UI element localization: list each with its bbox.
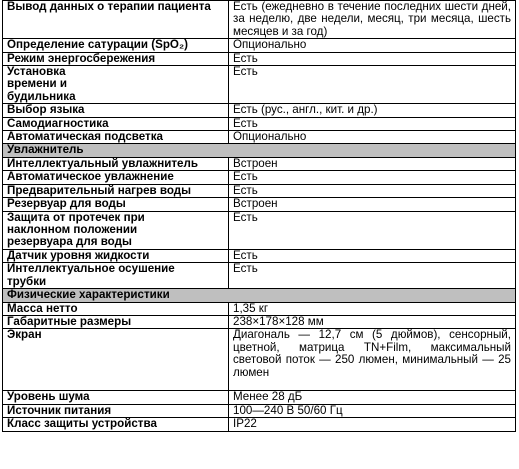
row-label: Уровень шума [3,391,229,404]
row-label: Резервуар для воды [3,198,229,211]
row-label: Экран [3,329,229,391]
row-value: Встроен [229,198,516,211]
row-label: Предварительный нагрев воды [3,184,229,197]
row-value: Есть [229,66,516,104]
table-row [3,263,516,289]
row-label: Интеллектуальное осушение трубки [3,263,229,289]
table-row [3,302,516,315]
row-value: IP22 [229,418,516,431]
row-label: Интеллектуальный увлажнитель [3,157,229,170]
table-row [3,249,516,262]
row-label: Самодиагностика [3,117,229,130]
row-value: Есть (ежедневно в течение последних шести дней, за неделю, две недели, месяц, три месяца, шесть месяцев и за год) [229,1,516,39]
row-value: 100—240 В 50/60 Гц [229,404,516,417]
row-label: Габаритные размеры [3,315,229,328]
table-row [3,184,516,197]
table-row [3,104,516,117]
table-row [3,1,516,39]
row-value: Опционально [229,131,516,144]
row-value: Есть [229,117,516,130]
row-label: Режим энергосбережения [3,52,229,65]
section-header-physical: Физические характеристики [3,289,516,302]
table-row [3,52,516,65]
row-label: Защита от протечек при наклонном положении резервуара для воды [3,211,229,249]
table-row [3,198,516,211]
row-label: Датчик уровня жидкости [3,249,229,262]
row-value: Есть [229,249,516,262]
row-label: Вывод данных о терапии пациента [3,1,229,39]
row-label: Автоматическая подсветка [3,131,229,144]
row-value: Есть [229,211,516,249]
row-value: Диагональ — 12,7 см (5 дюймов), сенсорный, цветной, матрица TN+Film, максимальный световой поток — 250 люмен, минимальный — 25 люмен [229,329,516,391]
table-row [3,39,516,52]
row-value: Есть [229,184,516,197]
table-row [3,391,516,404]
specifications-table [2,0,516,432]
row-value: Есть [229,52,516,65]
section-header-row [3,144,516,157]
row-value: Менее 28 дБ [229,391,516,404]
row-label: Определение сатурации (SpO₂) [3,39,229,52]
row-value: Есть (рус., англ., кит. и др.) [229,104,516,117]
table-row [3,329,516,391]
table-row [3,157,516,170]
row-value: Есть [229,171,516,184]
table-row [3,404,516,417]
row-label: Масса нетто [3,302,229,315]
table-row [3,131,516,144]
section-header-humidifier: Увлажнитель [3,144,516,157]
row-label: Установка времени и будильника [3,66,229,104]
table-row [3,171,516,184]
table-row [3,66,516,104]
row-label: Класс защиты устройства [3,418,229,431]
section-header-row [3,289,516,302]
table-row [3,315,516,328]
table-row [3,211,516,249]
row-value: 238×178×128 мм [229,315,516,328]
table-row [3,117,516,130]
row-value: 1,35 кг [229,302,516,315]
row-value: Встроен [229,157,516,170]
row-value: Есть [229,263,516,289]
row-value: Опционально [229,39,516,52]
row-label: Выбор языка [3,104,229,117]
table-row [3,418,516,431]
row-label: Автоматическое увлажнение [3,171,229,184]
row-label: Источник питания [3,404,229,417]
